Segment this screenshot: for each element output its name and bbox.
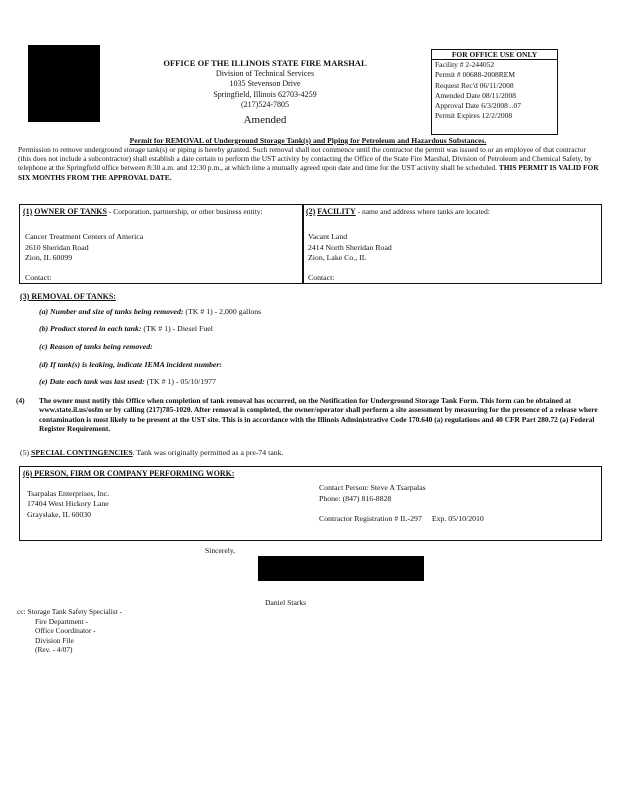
item-value: (TK # 1) - 2,000 gallons bbox=[185, 307, 262, 316]
item-label: (a) Number and size of tanks being removed: bbox=[39, 307, 184, 316]
request-received-date: Request Rec'd 06/11/2008 bbox=[435, 80, 514, 90]
owner-title: OWNER OF TANKS bbox=[34, 207, 107, 216]
removal-item-c bbox=[39, 342, 153, 351]
owner-contact: Contact: bbox=[25, 273, 52, 282]
contractor-registration-row bbox=[319, 513, 484, 524]
contractor-heading: (6) PERSON, FIRM OR COMPANY PERFORMING WORK: bbox=[23, 469, 235, 478]
item-label: (e) Date each tank was last used: bbox=[39, 377, 145, 386]
removal-item-b bbox=[39, 324, 213, 333]
amended-label: Amended bbox=[243, 113, 287, 126]
cc-line: Division File bbox=[35, 635, 74, 645]
cc-list bbox=[17, 607, 122, 655]
facility-title: FACILITY bbox=[317, 207, 356, 216]
facility-desc: - name and address where tanks are located: bbox=[357, 207, 490, 216]
office-name: OFFICE OF THE ILLINOIS STATE FIRE MARSHAL bbox=[163, 58, 367, 68]
contractor-name: Tsarpalas Enterprises, Inc. bbox=[27, 489, 110, 498]
contractor-address bbox=[27, 489, 109, 520]
amended-date: Amended Date 08/11/2008 bbox=[435, 90, 516, 100]
city-address: Springfield, Illinois 62703-4259 bbox=[213, 89, 317, 99]
facility-name: Vacant Land bbox=[308, 232, 348, 241]
contractor-street: 17404 West Hickory Lane bbox=[27, 499, 109, 509]
letterhead bbox=[140, 58, 390, 127]
cc-line: Office Coordinator - bbox=[35, 626, 96, 636]
intro-paragraph bbox=[18, 145, 600, 182]
facility-street: 2414 North Sheridan Road bbox=[308, 242, 392, 252]
contingencies-section bbox=[20, 448, 284, 457]
owner-city: Zion, IL 60099 bbox=[25, 253, 73, 262]
owner-address bbox=[25, 232, 143, 264]
division-name: Division of Technical Services bbox=[215, 68, 315, 78]
sincerely: Sincerely, bbox=[205, 546, 236, 555]
approval-date: Approval Date 6/3/2008 ..07 bbox=[435, 101, 522, 111]
facility-address bbox=[308, 232, 392, 264]
owner-num: (1) bbox=[23, 207, 33, 216]
sec5-num: (5) bbox=[20, 448, 30, 457]
permit-number: Permit # 00688-2008REM bbox=[435, 70, 515, 80]
sec4-num: (4) bbox=[16, 396, 25, 405]
owner-name: Cancer Treatment Centers of America bbox=[25, 232, 144, 241]
removal-item-e bbox=[39, 377, 216, 386]
item-value: (TK # 1) - 05/10/1977 bbox=[146, 377, 216, 386]
contractor-contact: Contact Person: Steve A Tsarpalas bbox=[319, 483, 426, 492]
contractor-expiration: Exp. 05/10/2010 bbox=[431, 514, 484, 523]
intro-validity: THIS PERMIT IS VALID FOR SIX MONTHS FROM THE APPROVAL DATE. bbox=[18, 163, 599, 182]
contractor-phone: Phone: (847) 816-8828 bbox=[319, 494, 392, 503]
redacted-logo bbox=[28, 45, 100, 122]
facility-number: Facility # 2-244052 bbox=[435, 60, 495, 69]
removal-item-a bbox=[39, 307, 261, 316]
sec4-text: The owner must notify this Office when completion of tank removal has occurred, on the Notification for Underground Storage Tank Form. This form can be obtained at www.state.il.us/osfm or by calling (217)785-1020. After removal is completed, the owner/operator shall perform a site assessment by measuring for the presence of a release where contamination is most likely to be present at the UST site. This is in accordance with the Illinois Administrative Code 170.640 (a) regulations and 40 CFR Part 280.72 (a) Federal Register Requirement. bbox=[39, 396, 598, 433]
contractor-city: Grayslake, IL 60030 bbox=[27, 509, 92, 519]
owner-desc: - Corporation, partnership, or other business entity: bbox=[108, 207, 263, 216]
contractor-details bbox=[319, 482, 484, 524]
item-value: (TK # 1) - Diesel Fuel bbox=[143, 324, 213, 333]
removal-heading: (3) REMOVAL OF TANKS: bbox=[20, 292, 116, 301]
sec5-text: . Tank was originally permitted as a pre-74 tank. bbox=[132, 448, 284, 457]
sec5-title: SPECIAL CONTINGENCIES bbox=[31, 448, 133, 457]
signer-name: Daniel Starks bbox=[265, 598, 307, 607]
owner-box bbox=[19, 204, 304, 284]
facility-num: (2) bbox=[306, 207, 316, 216]
office-use-box bbox=[431, 49, 558, 135]
street-address: 1035 Stevenson Drive bbox=[229, 79, 301, 88]
contractor-registration: Contractor Registration # IL-297 bbox=[319, 514, 422, 523]
item-label: (d) If tank(s) is leaking, indicate IEMA incident number: bbox=[39, 360, 223, 369]
cc-line: (Rev. - 4/07) bbox=[35, 645, 73, 655]
facility-heading bbox=[306, 207, 490, 216]
contractor-box bbox=[19, 466, 602, 541]
permit-expires: Permit Expires 12/2/2008 bbox=[435, 111, 513, 121]
item-label: (b) Product stored in each tank: bbox=[39, 324, 142, 333]
removal-item-d bbox=[39, 360, 222, 369]
office-use-title: FOR OFFICE USE ONLY bbox=[432, 50, 557, 60]
intro-text: Permission to remove underground storage tank(s) or piping is hereby granted. Such removal shall not commence until the contractor the permit was issued to or an employee of that contractor (this does not include a subcontractor) shall establish a date certain to perform the UST activity by contacting the Office of the State Fire Marshal, Division of Petroleum and Chemical Safety, by telephone at the Springfield office between 8:30 a.m. and 12:30 p.m., at which time a mutually agreed upon date and time for the UST activity shall be scheduled. bbox=[18, 145, 592, 173]
permit-title: Permit for REMOVAL of Underground Storage Tank(s) and Piping for Petroleum and Hazardous Substances. bbox=[129, 136, 487, 145]
owner-heading bbox=[23, 207, 263, 216]
item-label: (c) Reason of tanks being removed: bbox=[39, 342, 153, 351]
facility-box bbox=[302, 204, 602, 284]
notification-section bbox=[16, 396, 600, 433]
office-phone: (217)524-7805 bbox=[241, 100, 289, 109]
cc-line: Fire Department - bbox=[35, 616, 88, 626]
facility-contact: Contact: bbox=[308, 273, 335, 282]
cc-line: cc: Storage Tank Safety Specialist - bbox=[17, 607, 123, 616]
redacted-signature bbox=[258, 556, 424, 581]
owner-street: 2610 Sheridan Road bbox=[25, 242, 89, 252]
facility-city: Zion, Lake Co., IL bbox=[308, 253, 367, 262]
